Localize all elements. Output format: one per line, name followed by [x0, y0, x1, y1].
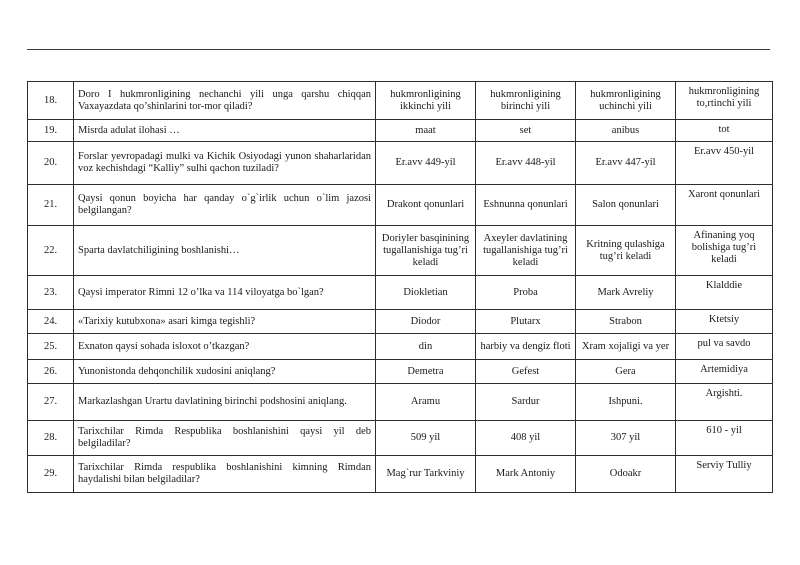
question-text: Tarixchilar Rimda respublika boshlanishini kimning Rimdan haydalishi bilan belgiladilar?: [74, 456, 376, 493]
question-text: Yunonistonda dehqonchilik xudosini aniqlang?: [74, 360, 376, 384]
row-number: 23.: [28, 276, 74, 310]
option-b: hukmronligining birinchi yili: [476, 82, 576, 120]
option-c: Kritning qulashiga tug’ri keladi: [576, 226, 676, 276]
table-row: [28, 310, 773, 334]
question-text: Misrda adulat ilohasi …: [74, 120, 376, 142]
question-text: Exnaton qaysi sohada isloxot o’tkazgan?: [74, 334, 376, 360]
question-text: Qaysi imperator Rimni 12 o’lka va 114 viloyatga bo`lgan?: [74, 276, 376, 310]
option-d: Klalddie: [676, 276, 773, 310]
option-d: pul va savdo: [676, 334, 773, 360]
option-c: Gera: [576, 360, 676, 384]
option-a: Diodor: [376, 310, 476, 334]
option-c: Odoakr: [576, 456, 676, 493]
row-number: 29.: [28, 456, 74, 493]
table-row: [28, 360, 773, 384]
question-text: «Tarixiy kutubxona» asari kimga tegishli?: [74, 310, 376, 334]
option-c: Ishpuni.: [576, 384, 676, 421]
table-row: [28, 142, 773, 185]
option-a: Diokletian: [376, 276, 476, 310]
option-a: maat: [376, 120, 476, 142]
question-text: Doro I hukmronligining nechanchi yili unga qarshu chiqqan Vaxayazdata qo’shinlarini tor-mor qiladi?: [74, 82, 376, 120]
row-number: 28.: [28, 421, 74, 456]
row-number: 27.: [28, 384, 74, 421]
question-text: Tarixchilar Rimda Respublika boshlanishini qaysi yil deb belgiladilar?: [74, 421, 376, 456]
question-text: Markazlashgan Urartu davlatining birinchi podshosini aniqlang.: [74, 384, 376, 421]
option-a: 509 yil: [376, 421, 476, 456]
option-d: Xaront qonunlari: [676, 185, 773, 226]
option-a: Aramu: [376, 384, 476, 421]
table-row: [28, 120, 773, 142]
table-row: [28, 334, 773, 360]
option-a: din: [376, 334, 476, 360]
option-b: harbiy va dengiz floti: [476, 334, 576, 360]
option-c: Mark Avreliy: [576, 276, 676, 310]
option-a: Doriyler basqinining tugallanishiga tug’ri keladi: [376, 226, 476, 276]
option-d: tot: [676, 120, 773, 142]
option-d: Argishti.: [676, 384, 773, 421]
option-a: Drakont qonunlari: [376, 185, 476, 226]
row-number: 25.: [28, 334, 74, 360]
option-b: Gefest: [476, 360, 576, 384]
option-a: Er.avv 449-yil: [376, 142, 476, 185]
option-b: Mark Antoniy: [476, 456, 576, 493]
option-d: hukmronligining to,rtinchi yili: [676, 82, 773, 120]
option-c: Er.avv 447-yil: [576, 142, 676, 185]
option-b: Axeyler davlatining tugallanishiga tug’ri keladi: [476, 226, 576, 276]
option-b: Proba: [476, 276, 576, 310]
option-b: Er.avv 448-yil: [476, 142, 576, 185]
question-text: Sparta davlatchiligining boshlanishi…: [74, 226, 376, 276]
table-row: [28, 226, 773, 276]
row-number: 21.: [28, 185, 74, 226]
row-number: 22.: [28, 226, 74, 276]
row-number: 19.: [28, 120, 74, 142]
option-c: anibus: [576, 120, 676, 142]
option-b: 408 yil: [476, 421, 576, 456]
option-d: Ktetsiy: [676, 310, 773, 334]
option-a: hukmronligining ikkinchi yili: [376, 82, 476, 120]
table-row: [28, 82, 773, 120]
table-row: [28, 421, 773, 456]
option-c: Xram xojaligi va yer: [576, 334, 676, 360]
option-d: Er.avv 450-yil: [676, 142, 773, 185]
page-top-rule: [27, 49, 770, 50]
table-row: [28, 185, 773, 226]
table-row: [28, 276, 773, 310]
option-c: 307 yil: [576, 421, 676, 456]
row-number: 20.: [28, 142, 74, 185]
option-b: Eshnunna qonunlari: [476, 185, 576, 226]
option-d: Afinaning yoq bolishiga tug’ri keladi: [676, 226, 773, 276]
option-b: Plutarx: [476, 310, 576, 334]
option-b: set: [476, 120, 576, 142]
question-text: Forslar yevropadagi mulki va Kichik Osiyodagi yunon shaharlaridan voz kechishdagi “Kalliy” sulhi qachon tuziladi?: [74, 142, 376, 185]
row-number: 24.: [28, 310, 74, 334]
option-d: 610 - yil: [676, 421, 773, 456]
option-b: Sardur: [476, 384, 576, 421]
option-a: Demetra: [376, 360, 476, 384]
quiz-table: [27, 81, 773, 493]
option-d: Artemidiya: [676, 360, 773, 384]
option-c: Strabon: [576, 310, 676, 334]
row-number: 26.: [28, 360, 74, 384]
option-c: Salon qonunlari: [576, 185, 676, 226]
question-text: Qaysi qonun boyicha har qanday o`g`irlik uchun o`lim jazosi belgilangan?: [74, 185, 376, 226]
row-number: 18.: [28, 82, 74, 120]
table-row: [28, 384, 773, 421]
table-row: [28, 456, 773, 493]
option-a: Mag`rur Tarkviniy: [376, 456, 476, 493]
option-c: hukmronligining uchinchi yili: [576, 82, 676, 120]
option-d: Serviy Tulliy: [676, 456, 773, 493]
